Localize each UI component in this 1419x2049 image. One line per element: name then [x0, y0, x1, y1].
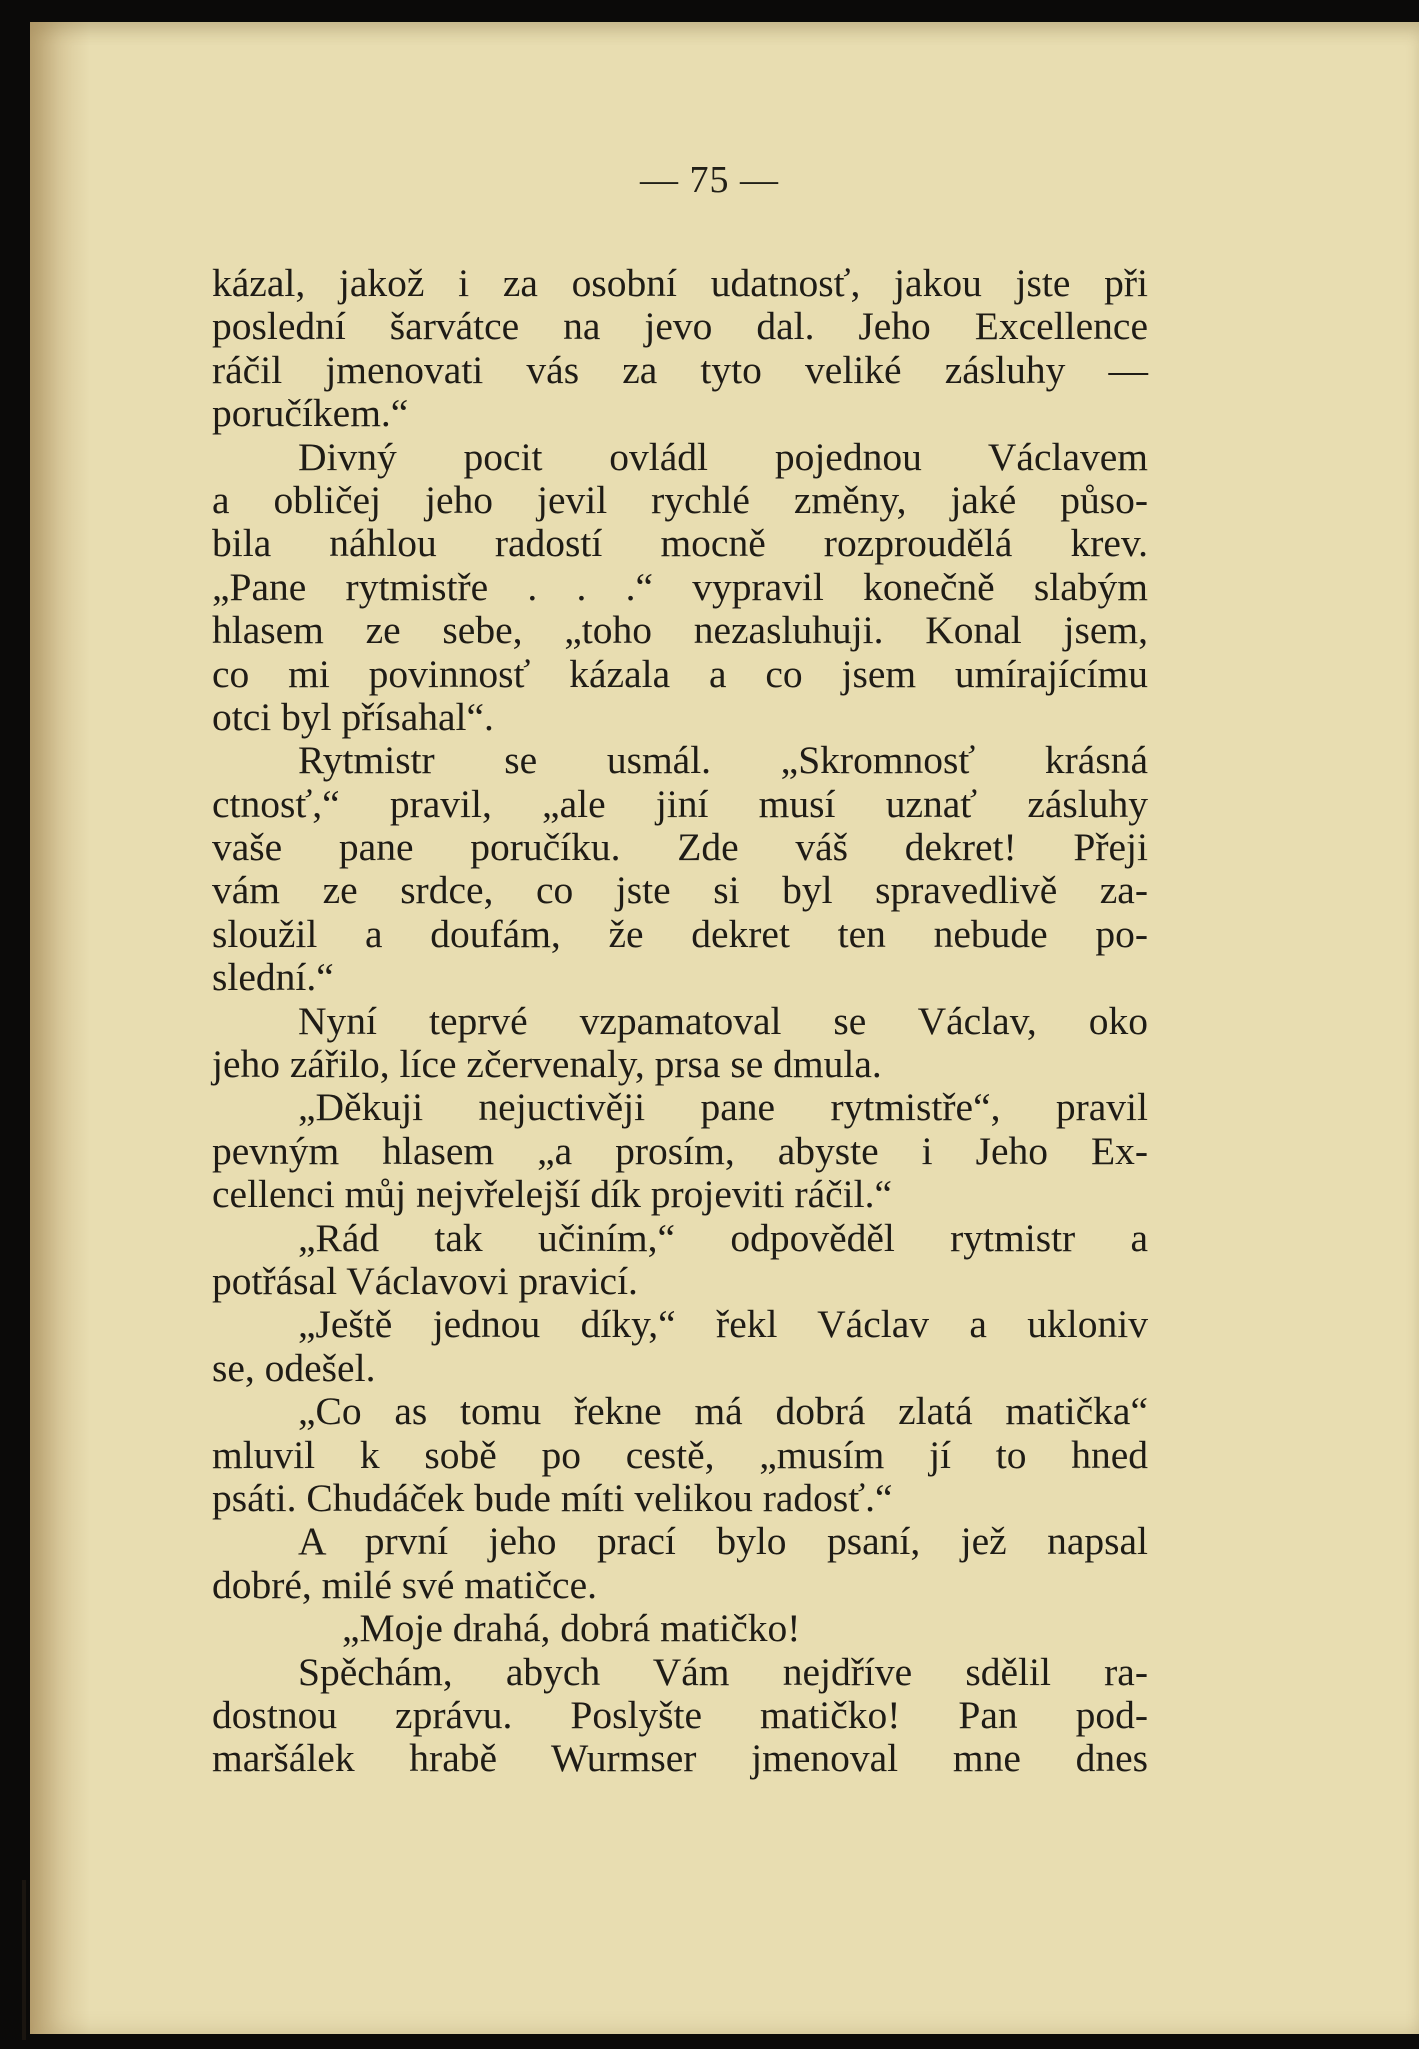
text-line: Rytmistr se usmál. „Skromnosť krásná	[298, 738, 1148, 783]
text-line: Spěchám, abych Vám nejdříve sdělil ra-	[298, 1649, 1148, 1694]
text-line: „Ještě jednou díky,“ řekl Václav a ukloniv	[298, 1302, 1148, 1347]
text-line: Divný pocit ovládl pojednou Václavem	[298, 434, 1148, 479]
text-line: cellenci můj nejvřelejší dík projeviti ráčil.“	[212, 1172, 893, 1217]
text-line: „Pane rytmistře . . .“ vypravil konečně slabým	[212, 564, 1148, 609]
text-line: pevným hlasem „a prosím, abyste i Jeho Ex-	[212, 1128, 1148, 1173]
text-line: jeho zářilo, líce zčervenaly, prsa se dmula.	[212, 1042, 882, 1087]
text-line: dobré, milé své matičce.	[212, 1562, 597, 1607]
text-line: poslední šarvátce na jevo dal. Jeho Excellence	[212, 304, 1148, 349]
text-line: „Rád tak učiním,“ odpověděl rytmistr a	[298, 1215, 1148, 1260]
text-line: a obličej jeho jevil rychlé změny, jaké půso-	[212, 477, 1148, 522]
text-line: „Moje drahá, dobrá matičko!	[342, 1606, 801, 1651]
text-line: se, odešel.	[212, 1345, 376, 1390]
text-line: bila náhlou radostí mocně rozproudělá krev.	[212, 521, 1148, 566]
text-line: ráčil jmenovati vás za tyto veliké zásluhy —	[212, 347, 1148, 392]
text-line: kázal, jakož i za osobní udatnosť, jakou jste při	[212, 261, 1148, 305]
text-line: maršálek hrabě Wurmser jmenoval mne dnes	[212, 1736, 1148, 1781]
text-line: potřásal Václavovi pravicí.	[212, 1258, 638, 1303]
text-line: sloužil a doufám, že dekret ten nebude po-	[212, 911, 1148, 956]
text-line: vaše pane poručíku. Zde váš dekret! Přeji	[212, 825, 1148, 870]
text-line: A první jeho prací bylo psaní, jež napsal	[298, 1519, 1148, 1564]
text-line: mluvil k sobě po cestě, „musím jí to hned	[212, 1432, 1148, 1477]
text-line: Nyní teprvé vzpamatoval se Václav, oko	[298, 998, 1148, 1043]
page-gutter-shadow	[30, 22, 90, 2034]
binding-edge	[22, 1880, 26, 2040]
text-line: hlasem ze sebe, „toho nezasluhuji. Konal jsem,	[212, 608, 1148, 653]
text-line: slední.“	[212, 955, 334, 1000]
text-line: „Co as tomu řekne má dobrá zlatá matička“	[298, 1389, 1148, 1434]
text-line: otci byl přísahal“.	[212, 694, 494, 739]
text-line: co mi povinnosť kázala a co jsem umírajícímu	[212, 651, 1148, 696]
text-line: poručíkem.“	[212, 391, 409, 436]
text-line: „Děkuji nejuctivěji pane rytmistře“, pravil	[298, 1085, 1148, 1130]
text-line: psáti. Chudáček bude míti velikou radosť.“	[212, 1475, 893, 1520]
text-line: vám ze srdce, co jste si byl spravedlivě za-	[212, 868, 1148, 913]
page-number: — 75 —	[640, 159, 779, 201]
text-line: dostnou zprávu. Poslyšte matičko! Pan pod-	[212, 1692, 1148, 1737]
body-text	[212, 262, 1148, 1781]
text-line: ctnosť,“ pravil, „ale jiní musí uznať zásluhy	[212, 781, 1148, 826]
